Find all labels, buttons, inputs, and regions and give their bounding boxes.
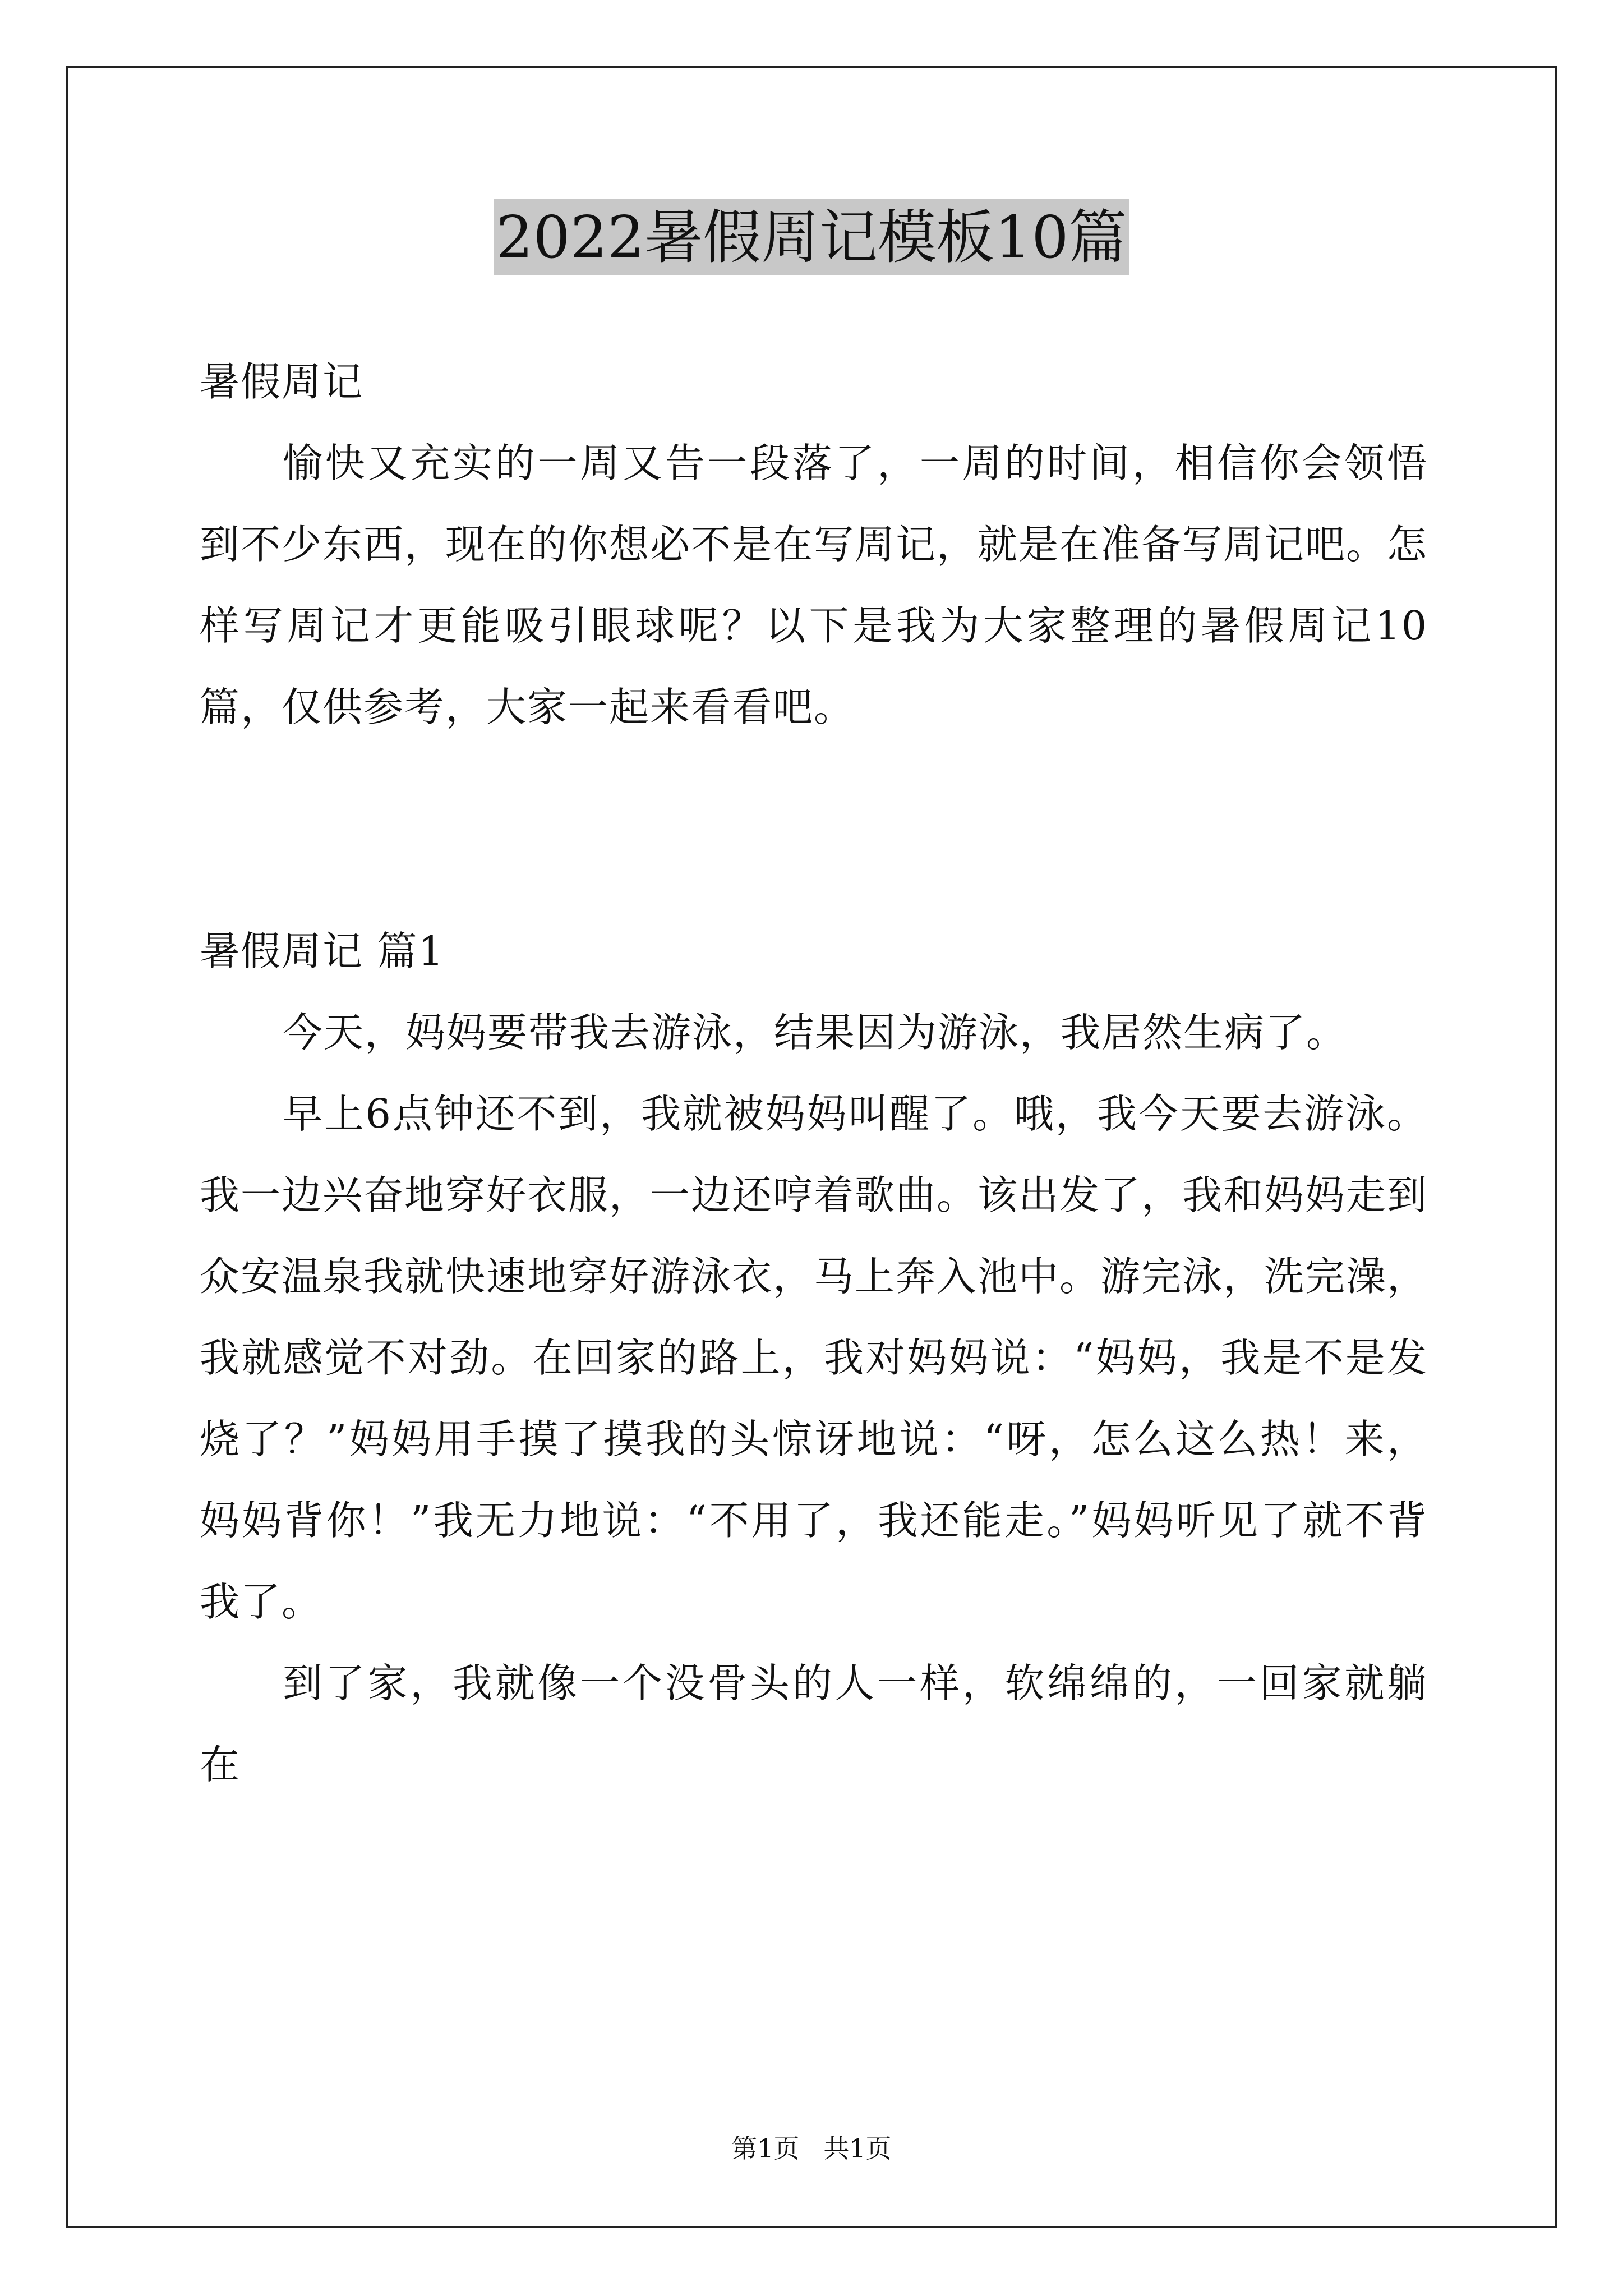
section-gap [200,748,1428,910]
document-title: 2022暑假周记模板10篇 [494,199,1129,275]
title-container [0,199,1623,275]
section-heading-1: 暑假周记 篇1 [200,928,445,974]
section-1-paragraph: 早上6点钟还不到，我就被妈妈叫醒了。哦，我今天要去游泳。我一边兴奋地穿好衣服，一边还哼着歌曲。该出发了，我和妈妈走到众安温泉我就快速地穿好游泳衣，马上奔入池中。游完泳，洗完澡，我就感觉不对劲。在回家的路上，我对妈妈说：“妈妈，我是不是发烧了？”妈妈用手摸了摸我的头惊讶地说：“呀，怎么这么热！来，妈妈背你！”我无力地说：“不用了，我还能走。”妈妈听见了就不背我了。 [200,1091,1428,1625]
page-footer [0,2132,1623,2165]
page-number-current: 第1页 [731,2133,800,2164]
section-1-paragraph: 到了家，我就像一个没骨头的人一样，软绵绵的，一回家就躺在 [200,1660,1428,1788]
intro-paragraph: 愉快又充实的一周又告一段落了，一周的时间，相信你会领悟到不少东西，现在的你想必不是在写周记，就是在准备写周记吧。怎样写周记才更能吸引眼球呢？以下是我为大家整理的暑假周记10篇，仅供参考，大家一起来看看吧。 [200,440,1428,730]
section-1-paragraph: 今天，妈妈要带我去游泳，结果因为游泳，我居然生病了。 [283,1009,1348,1056]
document-body [200,341,1428,1805]
section-heading-intro: 暑假周记 [200,358,364,405]
page-number-total: 共1页 [823,2133,892,2164]
